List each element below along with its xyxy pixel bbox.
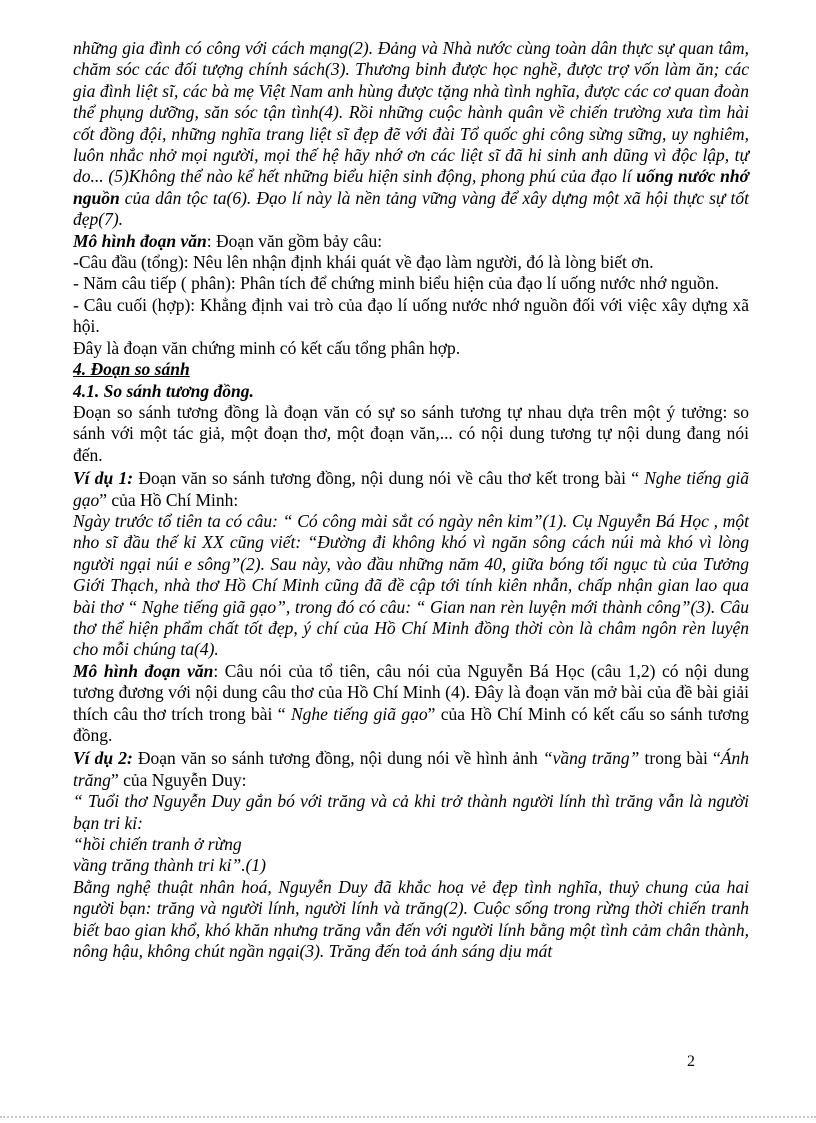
text: ” của Hồ Chí Minh có kết cấu so sánh tương đồng.	[73, 703, 749, 745]
section-heading-4-1: 4.1. So sánh tương đồng.	[73, 380, 254, 401]
example-2-body: Bằng nghệ thuật nhân hoá, Nguyễn Duy đã khắc hoạ vẻ đẹp tình nghĩa, thuỷ chung của hai người bạn: trăng và người lính, người lính và trăng(2). Cuộc sống trong rừng thời chiến tranh biết bao gian khổ, khó khăn nhưng trăng vẫn đến với người lính bằng một tình cảm chân thành, nông hậu, không chút ngần ngại(3). Trăng đến toả ánh sáng dịu mát	[73, 876, 749, 962]
model-line-2: - Năm câu tiếp ( phân): Phân tích để chứng minh biểu hiện của đạo lí uống nước nhớ nguồn.	[73, 273, 719, 294]
text: Đoạn văn so sánh tương đồng, nội dung nói về câu thơ kết trong bài “	[133, 468, 645, 489]
document-page	[73, 38, 749, 962]
poem-title: Ánh trăng	[73, 748, 749, 790]
section-heading-4: 4. Đoạn so sánh	[73, 359, 190, 380]
example-1-body: Ngày trước tổ tiên ta có câu: “ Có công mài sắt có ngày nên kim”(1). Cụ Nguyễn Bá Học , một nho sĩ đầu thế kỉ XX cũng viết: “Đường đi không khó vì ngăn sông cách núi mà khó vì lòng người ngại núi e sông”(2). Sau này, vào đầu những năm 40, giữa bóng tối ngục tù của Tưởng Giới Thạch, nhà thơ Hồ Chí Minh cũng đã đề cập tới tính kiên nhẫn, chấp nhận gian lao qua bài thơ “ Nghe tiếng giã gạo”, trong đó có câu: “ Gian nan rèn luyện mới thành công”(3). Câu thơ thể hiện phẩm chất tốt đẹp, ý chí của Hồ Chí Minh đồng thời còn là châm ngôn rèn luyện cho mỗi chúng ta(4).	[73, 510, 749, 660]
model-label: Mô hình đoạn văn	[73, 660, 214, 681]
model-text: : Đoạn văn gồm bảy câu:	[206, 230, 383, 251]
text: : Câu nói của tổ tiên, câu nói của Nguyễn Bá Học (câu 1,2) có nội dung tương đương với nội dung câu thơ của Hồ Chí Minh (4). Đây là đoạn văn mở bài của đề bài giải thích câu thơ trích trong bài “	[73, 660, 749, 724]
example-1-intro	[73, 468, 749, 511]
model-line-1: -Câu đầu (tổng): Nêu lên nhận định khái quát về đạo làm người, đó là lòng biết ơn.	[73, 252, 654, 273]
model-line-3: - Câu cuối (hợp): Khẳng định vai trò của đạo lí uống nước nhớ nguồn đối với việc xây dựng xã hội.	[73, 294, 749, 337]
text: ” của Hồ Chí Minh:	[99, 489, 239, 510]
example-label: Ví dụ 2:	[73, 748, 133, 769]
text: của dân tộc ta(6). Đạo lí này là nền tảng vững vàng để xây dựng một xã hội thực sự tốt đẹp(7).	[73, 187, 749, 230]
text: Đoạn văn so sánh tương đồng, nội dung nói về hình ảnh	[132, 748, 543, 769]
example-2-quote-2: “hồi chiến tranh ở rừng	[73, 834, 242, 855]
text: ” của Nguyễn Duy:	[110, 769, 247, 790]
text: những gia đình có công với cách mạng(2). Đảng và Nhà nước cùng toàn dân thực sự quan tâm, chăm sóc các đối tượng chính sách(3). Thương binh được học nghề, được trợ vốn làm ăn; các gia đình liệt sĩ, các bà mẹ Việt Nam anh hùng được tặng nhà tình nghĩa, được các cơ quan đoàn thể phụng dưỡng, săn sóc tận tình(4). Rồi những cuộc hành quân về chiến trường xưa tìm hài cốt đồng đội, những nghĩa trang liệt sĩ đẹp đẽ với đài Tổ quốc ghi công sừng sững, uy nghiêm, luôn nhắc nhở mọi người, mọi thế hệ hãy nhớ ơn các liệt sĩ đã hi sinh anh dũng vì độc lập, tự do... (5)Không thể nào kể hết những biểu hiện sinh động, phong phú của đạo lí	[73, 38, 749, 187]
footer-divider	[0, 1116, 816, 1118]
model-line-4: Đây là đoạn văn chứng minh có kết cấu tổng phân hợp.	[73, 337, 461, 358]
example-label: Ví dụ 1:	[73, 468, 134, 489]
model-heading-2	[73, 661, 749, 747]
example-2-quote-1: “ Tuổi thơ Nguyễn Duy gắn bó với trăng và cả khi trở thành người lính thì trăng vẫn là người bạn tri kỉ:	[73, 791, 749, 833]
model-heading-1	[73, 231, 749, 252]
definition-paragraph: Đoạn so sánh tương đồng là đoạn văn có sự so sánh tương tự nhau dựa trên một ý tưởng: so sánh với một tác giả, một đoạn thơ, một đoạn văn,... có nội dung tương tự nội dung đang nói đến.	[73, 401, 749, 465]
example-2-intro	[73, 748, 749, 791]
paragraph-continuation	[73, 38, 749, 231]
poem-title: Nghe tiếng giã gạo	[73, 468, 749, 510]
example-2-quote-3: vầng trăng thành tri kỉ”.(1)	[73, 855, 266, 876]
text: trong bài “	[639, 748, 721, 769]
image-phrase: “vầng trăng”	[542, 748, 640, 769]
poem-title: Nghe tiếng giã gạo	[290, 703, 428, 724]
emphasis: uống nước nhớ nguồn	[73, 166, 749, 208]
page-number: 2	[687, 1053, 695, 1070]
model-label: Mô hình đoạn văn	[73, 230, 207, 251]
